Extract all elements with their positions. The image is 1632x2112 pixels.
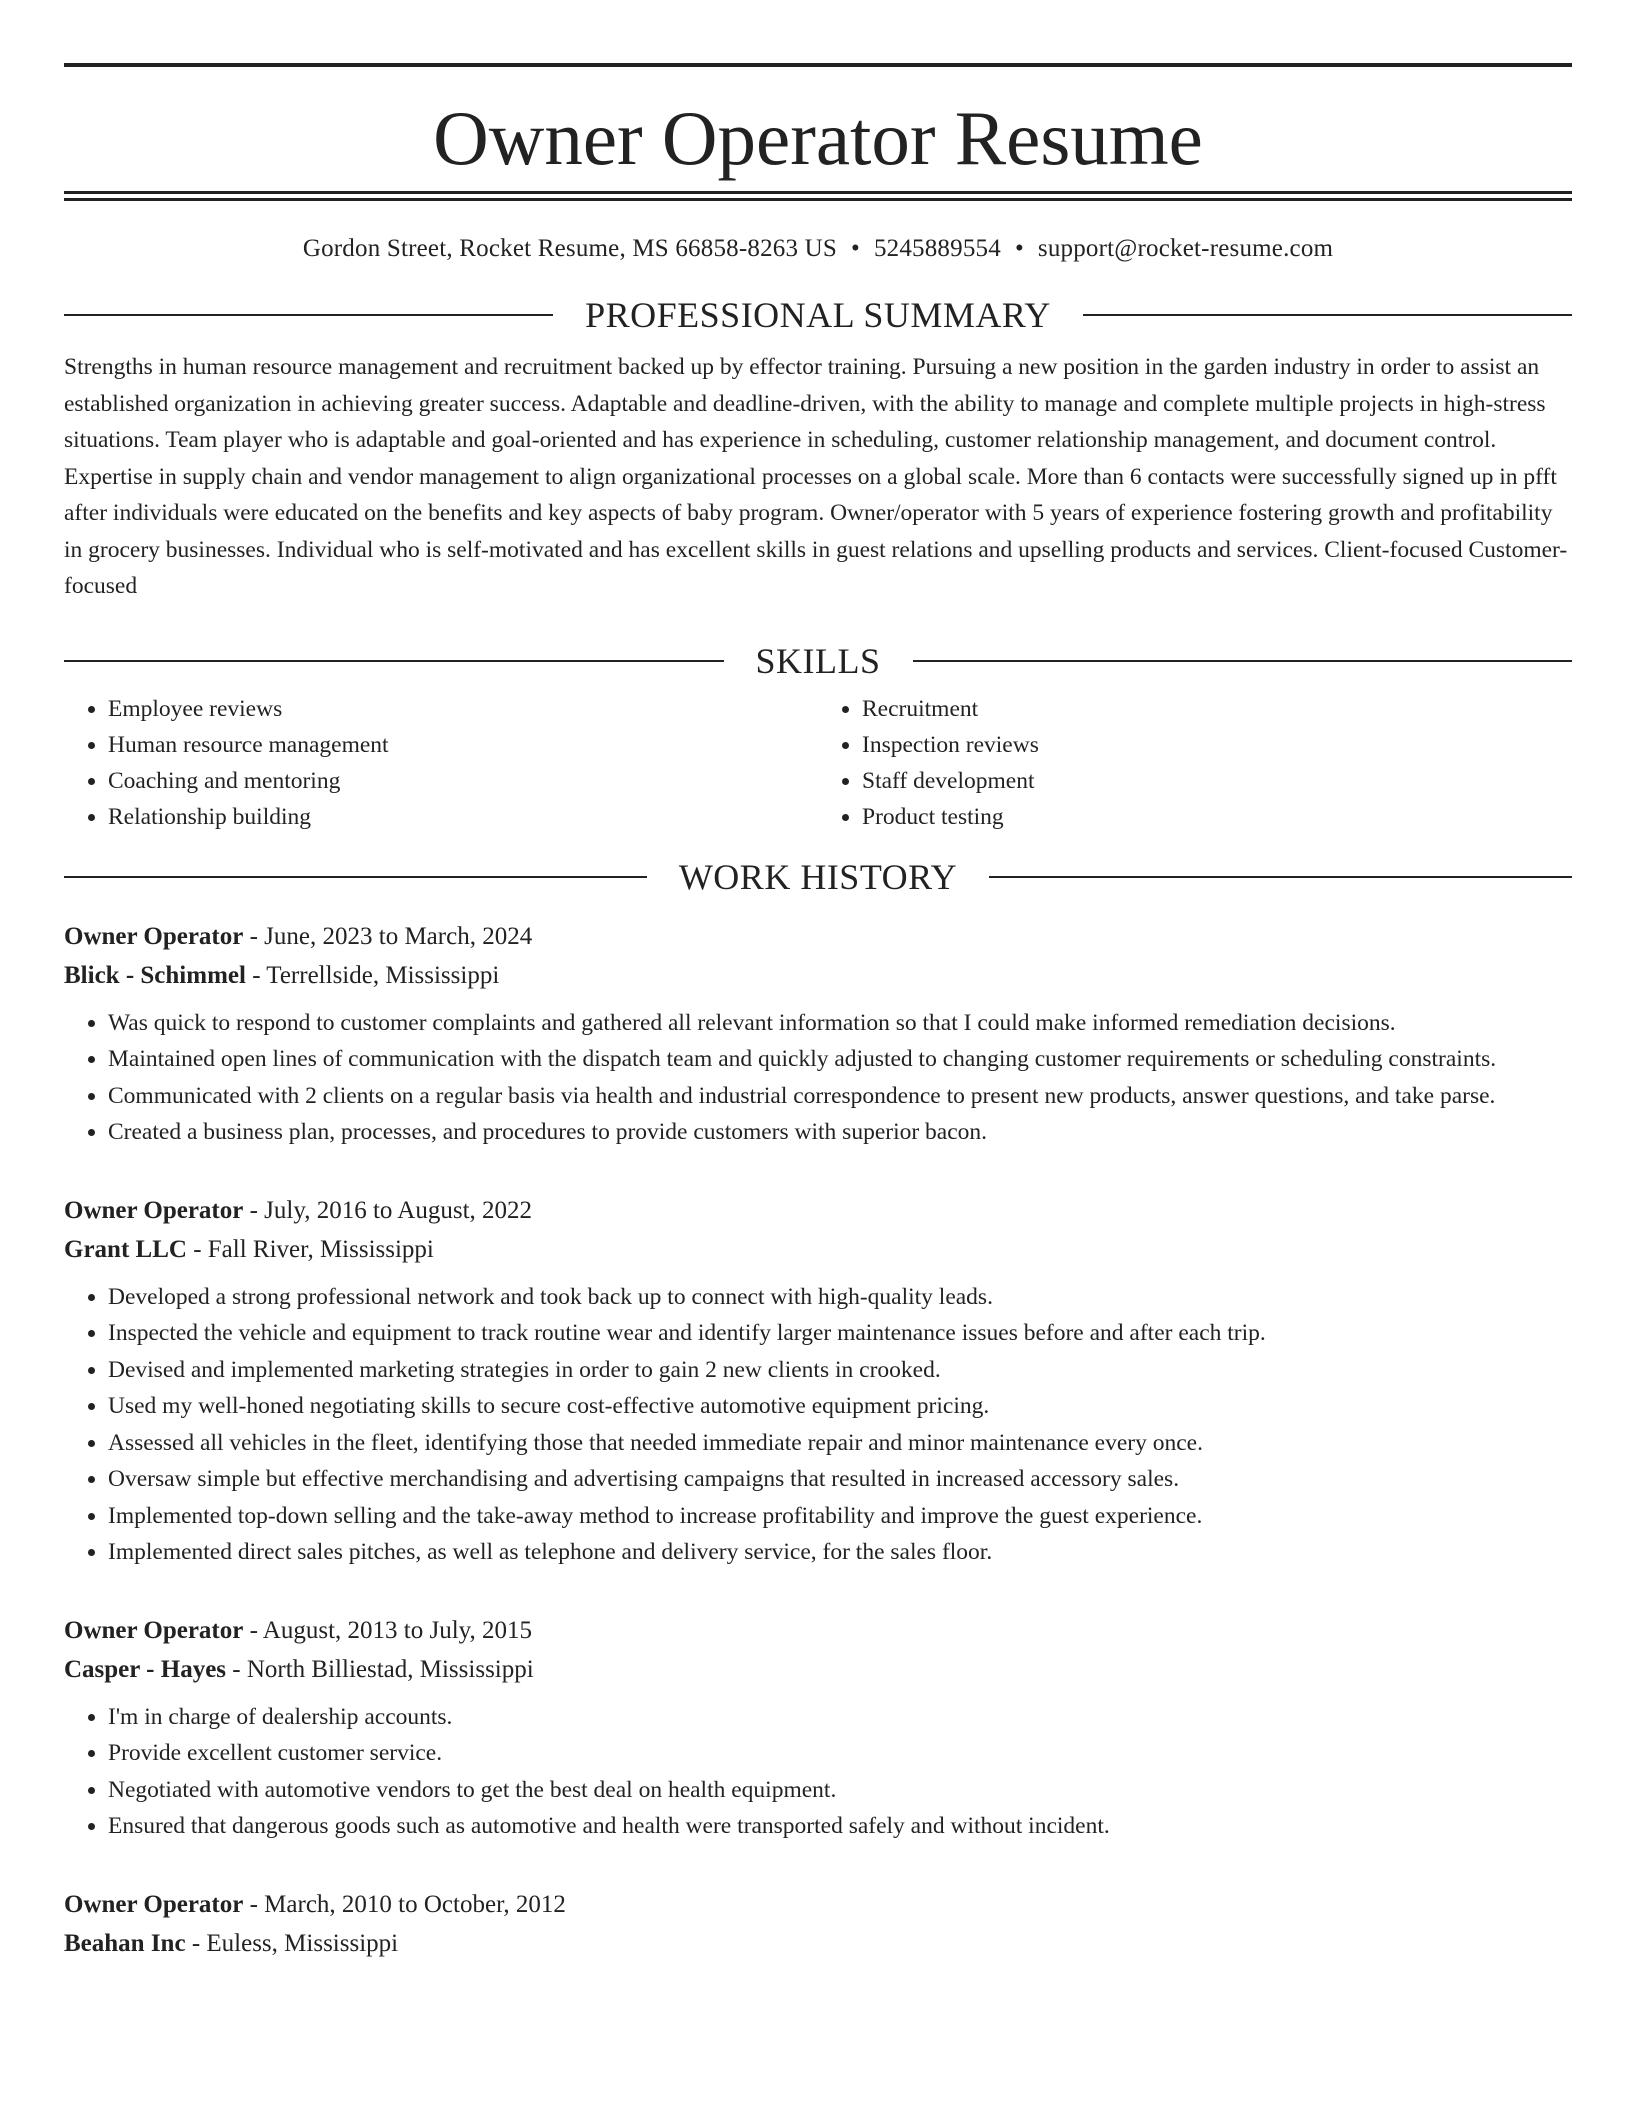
job-company-line — [64, 1230, 1572, 1269]
job-dates: - March, 2010 to October, 2012 — [243, 1890, 566, 1918]
job-title-line — [64, 1191, 1572, 1230]
job-location: - Euless, Mississippi — [185, 1929, 399, 1957]
job-company: Beahan Inc — [64, 1929, 186, 1957]
job-company: Grant LLC — [64, 1235, 187, 1263]
contact-separator: • — [1014, 235, 1024, 262]
title-double-rule — [64, 191, 1572, 201]
resume-page — [64, 0, 1572, 1963]
job-entry — [64, 1611, 1572, 1845]
job-title-line — [64, 1611, 1572, 1650]
job-title-line — [64, 917, 1572, 956]
job-company-line — [64, 1924, 1572, 1963]
job-bullet: • Assessed all vehicles in the fleet, identifying those that needed immediate repair and minor maintenance every once. — [108, 1425, 1572, 1462]
heading-rule-right — [1083, 314, 1572, 316]
contact-address: Gordon Street, Rocket Resume, MS 66858-8263 US — [302, 235, 837, 262]
job-company-line — [64, 1650, 1572, 1689]
job-dates: - June, 2023 to March, 2024 — [243, 922, 533, 950]
skills-columns — [64, 691, 1572, 835]
job-bullet: • Communicated with 2 clients on a regular basis via health and industrial correspondence to present new products, answer questions, and take parse. — [108, 1078, 1572, 1115]
skills-heading: SKILLS — [755, 640, 881, 681]
contact-separator: • — [850, 235, 860, 262]
contact-line — [64, 235, 1572, 263]
skill-item: • Employee reviews — [108, 691, 818, 727]
job-company-line — [64, 956, 1572, 995]
job-title-line — [64, 1885, 1572, 1924]
skills-heading-row — [64, 640, 1572, 681]
skill-item: • Human resource management — [108, 727, 818, 763]
job-location: - Fall River, Mississippi — [186, 1235, 434, 1263]
job-bullet: • Used my well-honed negotiating skills to secure cost-effective automotive equipment pricing. — [108, 1388, 1572, 1425]
heading-rule-left — [64, 314, 553, 316]
work-history-heading: WORK HISTORY — [678, 856, 958, 897]
job-bullet: • Ensured that dangerous goods such as automotive and health were transported safely and without incident. — [108, 1808, 1572, 1845]
job-title: Owner Operator — [64, 1196, 244, 1224]
job-dates: - August, 2013 to July, 2015 — [243, 1616, 533, 1644]
summary-heading-row — [64, 297, 1572, 333]
job-bullet: • Oversaw simple but effective merchandising and advertising campaigns that resulted in increased accessory sales. — [108, 1461, 1572, 1498]
job-bullet: • I'm in charge of dealership accounts. — [108, 1699, 1572, 1736]
job-company: Blick - Schimmel — [64, 961, 246, 989]
job-bullet: • Implemented direct sales pitches, as well as telephone and delivery service, for the sales floor. — [108, 1534, 1572, 1571]
job-entry — [64, 1191, 1572, 1571]
job-entry — [64, 917, 1572, 1151]
job-bullets — [64, 1005, 1572, 1151]
job-bullet: • Devised and implemented marketing strategies in order to gain 2 new clients in crooked. — [108, 1352, 1572, 1389]
job-company: Casper - Hayes — [64, 1655, 227, 1683]
job-title: Owner Operator — [64, 922, 244, 950]
skill-item: • Coaching and mentoring — [108, 763, 818, 799]
job-bullets — [64, 1699, 1572, 1845]
skills-list-left — [64, 691, 818, 835]
job-bullet: • Provide excellent customer service. — [108, 1735, 1572, 1772]
skill-item: • Product testing — [862, 799, 1572, 835]
skill-item: • Staff development — [862, 763, 1572, 799]
job-bullet: • Maintained open lines of communication with the dispatch team and quickly adjusted to changing customer requirements or scheduling constraints. — [108, 1041, 1572, 1078]
job-bullet: • Created a business plan, processes, and procedures to provide customers with superior bacon. — [108, 1114, 1572, 1151]
job-dates: - July, 2016 to August, 2022 — [243, 1196, 533, 1224]
heading-rule-left — [64, 876, 647, 878]
heading-rule-right — [913, 660, 1573, 662]
contact-email: support@rocket-resume.com — [1037, 235, 1334, 262]
job-location: - North Billiestad, Mississippi — [226, 1655, 534, 1683]
skill-item: • Inspection reviews — [862, 727, 1572, 763]
summary-heading: PROFESSIONAL SUMMARY — [585, 295, 1051, 335]
heading-rule-right — [989, 876, 1572, 878]
skill-item: • Relationship building — [108, 799, 818, 835]
heading-rule-left — [64, 660, 724, 662]
summary-text: Strengths in human resource management and recruitment backed up by effector training. Pursuing a new position in the garden industry in order to assist an established organization in achieving greater success. Adaptable and deadline-driven, with the ability to manage and complete multiple projects in high-stress situations. Team player who is adaptable and goal-oriented and has experience in scheduling, customer relationship management, and document control. Expertise in supply chain and vendor management to align organizational processes on a global scale. More than 6 contacts were successfully signed up in pfft after individuals were educated on the benefits and key aspects of baby program. Owner/operator with 5 years of experience fostering growth and profitability in grocery businesses. Individual who is self-motivated and has excellent skills in guest relations and upselling products and services. Client-focused Customer-focused — [64, 354, 1568, 599]
job-entry — [64, 1885, 1572, 1963]
job-bullets — [64, 1279, 1572, 1571]
job-bullet: • Was quick to respond to customer complaints and gathered all relevant information so that I could make informed remediation decisions. — [108, 1005, 1572, 1042]
job-title: Owner Operator — [64, 1890, 244, 1918]
contact-phone: 5245889554 — [873, 235, 1001, 262]
job-title: Owner Operator — [64, 1616, 244, 1644]
resume-title: Owner Operator Resume — [433, 95, 1203, 181]
job-bullet: • Inspected the vehicle and equipment to track routine wear and identify larger maintenance issues before and after each trip. — [108, 1315, 1572, 1352]
job-location: - Terrellside, Mississippi — [245, 961, 500, 989]
skill-item: • Recruitment — [862, 691, 1572, 727]
skills-list-right — [818, 691, 1572, 835]
work-heading-row — [64, 856, 1572, 897]
job-bullet: • Implemented top-down selling and the take-away method to increase profitability and improve the guest experience. — [108, 1498, 1572, 1535]
job-bullet: • Negotiated with automotive vendors to get the best deal on health equipment. — [108, 1772, 1572, 1809]
job-bullet: • Developed a strong professional network and took back up to connect with high-quality leads. — [108, 1279, 1572, 1316]
